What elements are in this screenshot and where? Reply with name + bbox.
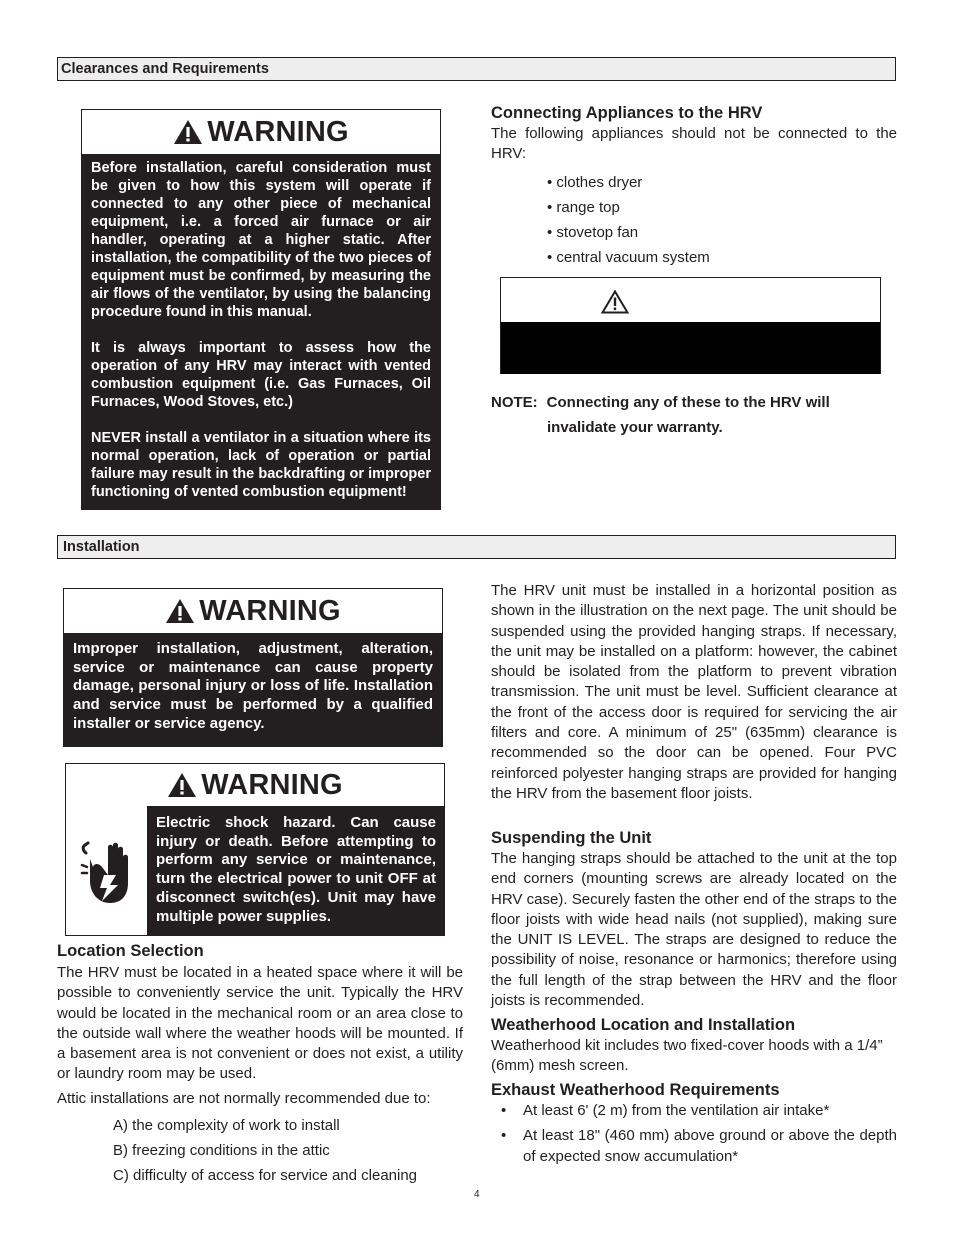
heading-weatherhood: Weatherhood Location and Installation	[491, 1016, 796, 1034]
heading-connecting-appliances: Connecting Appliances to the HRV	[491, 104, 763, 122]
warning-triangle-icon	[165, 598, 195, 624]
exhaust-requirements-list	[491, 1101, 897, 1167]
connecting-intro: The following appliances should not be connected to the HRV:	[491, 125, 897, 163]
warranty-note	[491, 390, 830, 440]
heading-exhaust-weatherhood: Exhaust Weatherhood Requirements	[491, 1081, 780, 1099]
shock-icon-area	[66, 806, 147, 936]
list-item: • At least 18" (460 mm) above ground or above the depth of expected snow accumulation*	[491, 1126, 897, 1167]
warning-box-electric	[65, 763, 445, 936]
list-item: • range top	[547, 199, 620, 216]
location-paragraph: Attic installations are not normally recommended due to:	[57, 1090, 431, 1107]
suspending-paragraph: The hanging straps should be attached to the unit at the top end corners (mounting screws are already located on the HRV case). Securely fasten the other end of the straps to the floor joists with wide head nails (not supplied), making sure the UNIT IS LEVEL. The straps are designed to reduce the possibility of noise, resonance or harmonics; therefore using the full length of the strap between the HRV and the floor joists is recommended.	[491, 850, 897, 1010]
warning-body: Electric shock hazard. Can cause injury or death. Before attempting to perform any service or maintenance, turn the electrical power to unit OFF at disconnect switch(es). Unit may have multiple power supplies.	[147, 806, 445, 936]
list-item: C) difficulty of access for service and cleaning	[113, 1167, 418, 1184]
caution-header	[501, 278, 880, 322]
list-item: B) freezing conditions in the attic	[113, 1142, 330, 1159]
warning-triangle-outline-icon	[601, 290, 629, 314]
list-item: A) the complexity of work to install	[113, 1117, 340, 1134]
page-number: 4	[474, 1189, 480, 1200]
warning-paragraph: NEVER install a ventilator in a situation where its normal operation, lack of operation or partial failure may result in the backdrafting or improper functioning of vented combustion equipment!	[91, 430, 431, 500]
warning-body	[82, 154, 440, 509]
heading-suspending-unit: Suspending the Unit	[491, 829, 652, 847]
warning-box-installation	[63, 588, 443, 747]
warning-box-combustion	[81, 109, 441, 510]
note-text: Connecting any of these to the HRV will	[546, 394, 830, 411]
warning-title: WARNING	[199, 594, 341, 627]
warning-triangle-icon	[173, 119, 203, 145]
warning-title: WARNING	[201, 768, 343, 801]
installation-paragraph: The HRV unit must be installed in a horizontal position as shown in the illustration on the next page. The unit should be suspended using the provided hanging straps. If necessary, the unit may be installed on a platform: however, the cabinet should be isolated from the platform to prevent vibration transmission. The unit must be level. Sufficient clearance at the front of the access door is required for servicing the air filters and core. A minimum of 25" (635mm) clearance is recommended so the door can be opened. Four PVC reinforced polyester hanging straps are provided for hanging the HRV from the basement floor joists.	[491, 582, 897, 802]
warning-body: Improper installation, adjustment, alteration, service or maintenance can cause property damage, personal injury or loss of life. Installation and service must be performed by a qualified installer or service agency.	[64, 633, 442, 746]
caution-box	[500, 277, 881, 374]
warning-header	[64, 589, 442, 633]
location-paragraph: The HRV must be located in a heated space where it will be possible to conveniently service the unit. Typically the HRV would be located in the mechanical room or an area close to the outside wall where the weather hoods will be mounted. If a basement area is not convenient or does not exist, a utility or laundry room may be used.	[57, 964, 463, 1083]
bullet-icon: •	[501, 1102, 507, 1119]
warning-title: WARNING	[207, 115, 349, 148]
appliance-list	[547, 170, 710, 270]
section-header-installation: Installation	[57, 535, 896, 559]
weatherhood-paragraph: Weatherhood kit includes two fixed-cover hoods with a 1/4” (6mm) mesh screen.	[491, 1037, 883, 1075]
electric-shock-hand-icon	[80, 835, 134, 907]
list-item: • central vacuum system	[547, 249, 710, 266]
list-item: • clothes dryer	[547, 174, 643, 191]
list-item: • At least 6' (2 m) from the ventilation air intake*	[491, 1101, 897, 1121]
warning-paragraph: It is always important to assess how the operation of any HRV may interact with vented combustion equipment (i.e. Gas Furnaces, Oil Furnaces, Wood Stoves, etc.)	[91, 340, 431, 410]
caution-body	[501, 322, 880, 374]
warning-header	[82, 110, 440, 154]
section-header-clearances: Clearances and Requirements	[57, 57, 896, 81]
warning-header	[66, 764, 444, 806]
attic-reasons-list	[113, 1113, 417, 1188]
warning-triangle-icon	[167, 772, 197, 798]
note-text: invalidate your warranty.	[547, 419, 723, 436]
warning-paragraph: Before installation, careful consideration must be given to how this system will operate if connected to any other piece of mechanical equipment, i.e. a forced air furnace or air handler, operating at a higher static. After installation, the compatibility of the two pieces of equipment must be confirmed, by measuring the air flows of the ventilator, by using the balancing procedure found in this manual.	[91, 160, 431, 320]
heading-location-selection: Location Selection	[57, 942, 204, 960]
note-label: NOTE:	[491, 394, 538, 411]
bullet-icon: •	[501, 1127, 507, 1145]
list-item: • stovetop fan	[547, 224, 639, 241]
